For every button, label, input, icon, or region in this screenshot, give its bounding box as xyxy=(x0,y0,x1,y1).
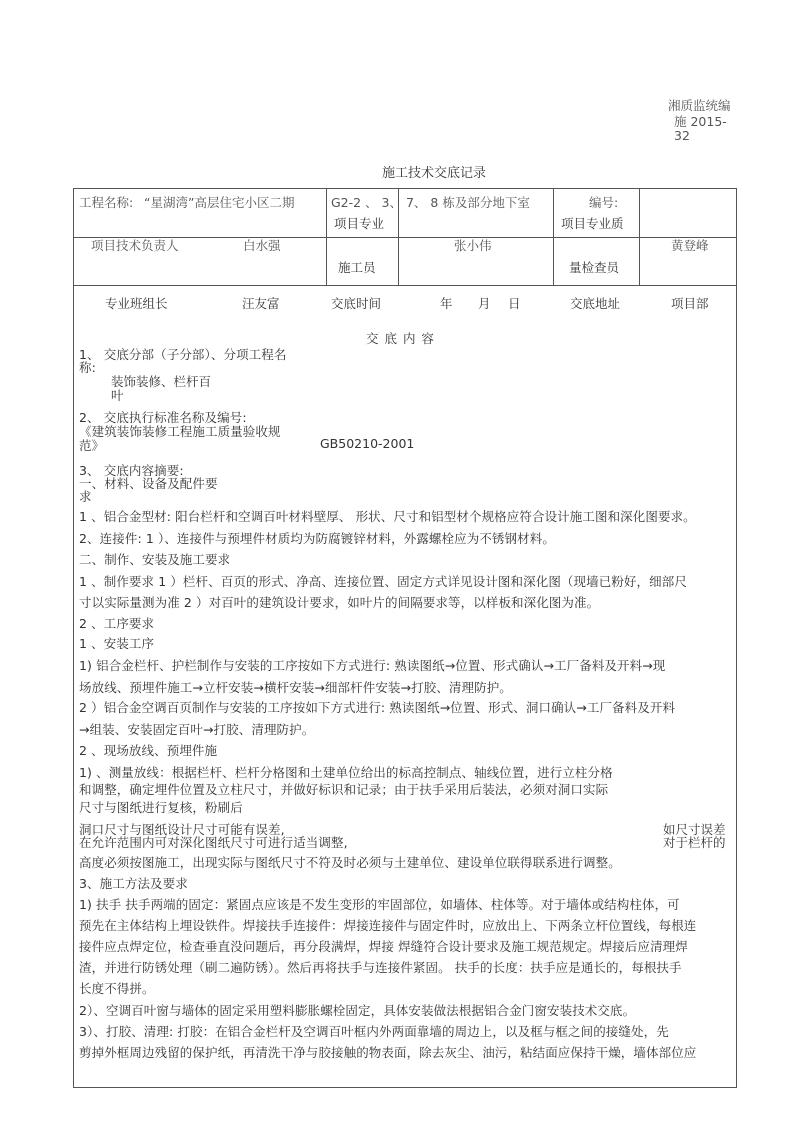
inspector-label: 量检查员 xyxy=(569,260,620,275)
paragraph-line: 接件应点焊定位，检查垂直没问题后，再分段满焊，焊接 焊缝符合设计要求及施工规范规定。焊接后应清理焊 xyxy=(79,939,688,954)
paragraph-line: 寸以实际量测为准 2 ）对百叶的建筑设计要求，如叶片的间隔要求等，以样板和深化图为准。 xyxy=(79,595,600,610)
form-code-line2: 施 2015- xyxy=(674,114,727,129)
place-value: 项目部 xyxy=(671,296,709,311)
paragraph-line: 和调整，确定埋件位置及立柱尺寸，并做好标识和记录；由于扶手采用后装法，必须对洞口实际 xyxy=(79,782,609,797)
section-1-value: 装饰装修、栏杆百 xyxy=(111,374,212,389)
paragraph-line: 1) 扶手 扶手两端的固定：紧固点应该是不发生变形的牢固部位，如墙体、柱体等。对于墙体或结构柱体，可 xyxy=(79,897,680,912)
paragraph-line: 1 、铝合金型材: 阳台栏杆和空调百叶材料壁厚、 形状、尺寸和铝型材个规格应符合设计施工图和深化图要求。 xyxy=(79,509,696,524)
content-heading: 交 底 内 容 xyxy=(366,331,435,346)
project-quality-label: 项目专业质 xyxy=(561,216,624,231)
project-major-label: 项目专业 xyxy=(334,216,385,231)
inspector-value: 黄登峰 xyxy=(671,238,709,253)
paragraph-line: 剪掉外框周边残留的保护纸，再清洗干净与胶接触的物表面，除去灰尘、油污，粘结面应保持干燥，墙体部位应 xyxy=(79,1045,697,1060)
paragraph-line: 2、连接件: 1 ）、连接件与预埋件材质均为防腐镀锌材料，外露螺栓应为不锈钢材料。 xyxy=(79,531,555,546)
paragraph-line: 长度不得拼。 xyxy=(79,981,155,996)
paragraph-line: 1) 、测量放线：根据栏杆、栏杆分格图和土建单位给出的标高控制点、轴线位置，进行立柱分格 xyxy=(79,765,613,780)
section-2-value: 《建筑装饰装修工程施工质量验收规 xyxy=(79,424,281,439)
paragraph-line: 洞口尺寸与图纸设计尺寸可能有误差, xyxy=(79,822,285,837)
constructor-value: 张小伟 xyxy=(454,238,492,253)
form-code-line3: 32 xyxy=(674,128,690,143)
form-code-line1: 湘质监统编 xyxy=(668,98,731,113)
paragraph-line: 在允许范围内可对深化图纸尺寸可进行适当调整, xyxy=(79,835,348,850)
tech-lead-label: 项目技术负责人 xyxy=(91,238,179,253)
section-3-title: 3、 交底内容摘要: xyxy=(79,463,184,478)
materials-heading-cont: 求 xyxy=(79,489,92,504)
paragraph-line-right: 对于栏杆的 xyxy=(663,835,726,850)
date-year: 年 xyxy=(440,296,453,311)
paragraph-line: 高度必须按图施工，出现实际与图纸尺寸不符及时必须与土建单位、建设单位联得联系进行调整。 xyxy=(79,855,621,870)
paragraph-line: 渣，并进行防锈处理（刷二遍防锈）。然后再将扶手与连接件紧固。 扶手的长度：扶手应是通长的，每根扶手 xyxy=(79,960,682,975)
team-leader-value: 汪友富 xyxy=(242,296,280,311)
place-label: 交底地址 xyxy=(570,296,621,311)
section-1-title-cont: 称: xyxy=(79,360,96,375)
section-1-value-cont: 叶 xyxy=(111,388,124,403)
paragraph-line: 场放线、预埋件施工→立杆安装→横杆安装→细部杆件安装→打胶、清理防护。 xyxy=(79,680,512,695)
paragraph-line: 1 、制作要求 1 ）栏杆、百页的形式、净高、连接位置、固定方式详见设计图和深化图（现墙已粉好，细部尺 xyxy=(79,574,687,589)
number-label: 编号: xyxy=(589,195,619,210)
paragraph-line: 二、制作、安装及施工要求 xyxy=(79,552,231,567)
date-day: 日 xyxy=(508,296,521,311)
section-2-code: GB50210-2001 xyxy=(320,436,415,451)
materials-heading: 一、材料、设备及配件要 xyxy=(79,476,218,491)
paragraph-line-right: 如尺寸误差 xyxy=(663,822,726,837)
paragraph-line: 3、施工方法及要求 xyxy=(79,876,188,891)
paragraph-line: 1) 铝合金栏杆、护栏制作与安装的工序按如下方式进行: 熟读图纸→位置、形式确认→工厂备料及开料→现 xyxy=(79,658,666,673)
project-name-value: “星湖湾”高层住宅小区二期 xyxy=(144,195,295,210)
team-leader-label: 专业班组长 xyxy=(105,296,168,311)
paragraph-line: 尺寸与图纸进行复核，粉刷后 xyxy=(79,800,243,815)
project-name-label: 工程名称: xyxy=(79,195,134,210)
date-month: 月 xyxy=(478,296,491,311)
paragraph-line: 预先在主体结构上埋设铁件。焊接扶手连接件：焊接连接件与固定件时，应放出上、下两条立杆位置线，每根连 xyxy=(79,918,697,933)
paragraph-line: 3）、打胶、清理: 打胶：在铝合金栏杆及空调百叶框内外两面靠墙的周边上，以及框与框之间的接缝处，先 xyxy=(79,1024,669,1039)
paragraph-line: 2 、现场放线、预埋件施 xyxy=(79,743,218,758)
tech-lead-value: 白水强 xyxy=(243,238,281,253)
time-label: 交底时间 xyxy=(331,296,382,311)
section-2-value-cont: 范》 xyxy=(79,438,105,453)
paragraph-line: 2）、空调百叶窗与墙体的固定采用塑料膨胀螺栓固定，具体安装做法根据铝合金门窗安装技术交底。 xyxy=(79,1003,636,1018)
paragraph-line: 1 、安装工序 xyxy=(79,636,155,651)
section-1-title: 1、 交底分部（子分部）、分项工程名 xyxy=(79,347,287,362)
section-2-title: 2、 交底执行标准名称及编号: xyxy=(79,410,247,425)
constructor-label: 施工员 xyxy=(338,260,376,275)
paragraph-line: →组装、安装固定百叶→打胶、清理防护。 xyxy=(79,722,315,737)
paragraph-line: 2 ）铝合金空调百页制作与安装的工序按如下方式进行: 熟读图纸→位置、形式、洞口确认→工厂备料及开料 xyxy=(79,700,676,715)
paragraph-line: 2 、工序要求 xyxy=(79,616,155,631)
page-title: 施工技术交底记录 xyxy=(382,166,487,181)
project-name-value-cont: G2-2 、 3、 7、 8 栋及部分地下室 xyxy=(331,195,530,210)
